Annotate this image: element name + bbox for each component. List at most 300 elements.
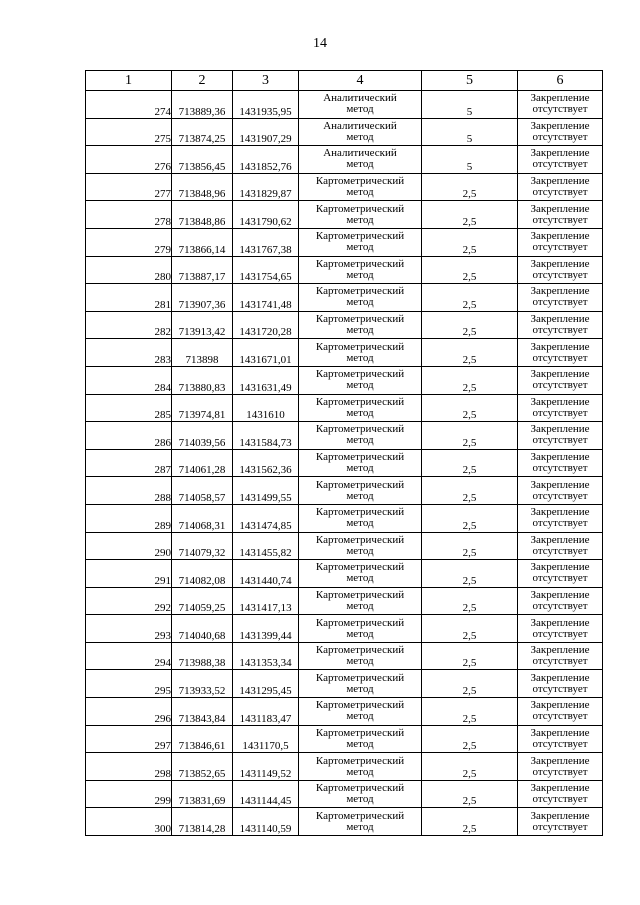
table-row (86, 477, 603, 505)
table-row (86, 532, 603, 560)
table-row (86, 587, 603, 615)
point-number-cell: 286 (86, 422, 172, 450)
method-cell (299, 173, 422, 201)
table-row (86, 311, 603, 339)
table-row (86, 394, 603, 422)
table-row (86, 366, 603, 394)
fixing-line-1: Закрепление (530, 726, 590, 739)
x-coordinate-cell: 713898 (172, 339, 233, 367)
x-coordinate-cell: 713933,52 (172, 670, 233, 698)
y-coordinate-cell: 1431584,73 (233, 422, 299, 450)
point-number-cell: 278 (86, 201, 172, 229)
fixing-cell (518, 642, 603, 670)
x-coordinate-cell: 713887,17 (172, 256, 233, 284)
method-line-2: метод (346, 820, 374, 833)
x-coordinate-cell: 713843,84 (172, 698, 233, 726)
y-coordinate-cell: 1431720,28 (233, 311, 299, 339)
method-cell (299, 504, 422, 532)
accuracy-cell: 2,5 (422, 753, 518, 781)
table-header-row (86, 71, 603, 91)
table-row (86, 449, 603, 477)
x-coordinate-cell: 713831,69 (172, 780, 233, 808)
y-coordinate-cell: 1431295,45 (233, 670, 299, 698)
fixing-line-2: отсутствует (532, 793, 588, 806)
method-line-1: Картометрический (315, 202, 405, 215)
fixing-line-1: Закрепление (530, 257, 590, 270)
x-coordinate-cell: 714079,32 (172, 532, 233, 560)
table-row (86, 284, 603, 312)
fixing-cell (518, 449, 603, 477)
x-coordinate-cell: 713856,45 (172, 146, 233, 174)
x-coordinate-cell: 713913,42 (172, 311, 233, 339)
method-line-1: Картометрический (315, 368, 405, 381)
method-cell (299, 256, 422, 284)
method-line-2: метод (346, 406, 374, 419)
method-line-2: метод (346, 682, 374, 695)
fixing-cell (518, 173, 603, 201)
point-number-cell: 298 (86, 753, 172, 781)
accuracy-cell: 5 (422, 118, 518, 146)
fixing-line-2: отсутствует (532, 599, 588, 612)
fixing-cell (518, 780, 603, 808)
method-line-2: метод (346, 462, 374, 475)
fixing-line-2: отсутствует (532, 324, 588, 337)
accuracy-cell: 2,5 (422, 808, 518, 836)
fixing-cell (518, 256, 603, 284)
point-number-cell: 299 (86, 780, 172, 808)
y-coordinate-cell: 1431610 (233, 394, 299, 422)
y-coordinate-cell: 1431852,76 (233, 146, 299, 174)
table-row (86, 808, 603, 836)
x-coordinate-cell: 714082,08 (172, 560, 233, 588)
method-cell (299, 422, 422, 450)
method-line-1: Картометрический (315, 533, 405, 546)
point-number-cell: 277 (86, 173, 172, 201)
table-row (86, 780, 603, 808)
method-line-2: метод (346, 296, 374, 309)
method-cell (299, 642, 422, 670)
method-cell (299, 808, 422, 836)
y-coordinate-cell: 1431499,55 (233, 477, 299, 505)
accuracy-cell: 2,5 (422, 780, 518, 808)
method-line-2: метод (346, 710, 374, 723)
fixing-cell (518, 284, 603, 312)
x-coordinate-cell: 713880,83 (172, 366, 233, 394)
y-coordinate-cell: 1431790,62 (233, 201, 299, 229)
fixing-line-1: Закрепление (530, 340, 590, 353)
fixing-line-1: Закрепление (530, 644, 590, 657)
table-row (86, 146, 603, 174)
method-line-1: Картометрический (315, 395, 405, 408)
accuracy-cell: 2,5 (422, 339, 518, 367)
point-number-cell: 285 (86, 394, 172, 422)
method-cell (299, 698, 422, 726)
fixing-cell (518, 118, 603, 146)
fixing-line-2: отсутствует (532, 627, 588, 640)
y-coordinate-cell: 1431144,45 (233, 780, 299, 808)
table-row (86, 753, 603, 781)
fixing-line-1: Закрепление (530, 671, 590, 684)
fixing-line-2: отсутствует (532, 268, 588, 281)
method-cell (299, 477, 422, 505)
method-cell (299, 228, 422, 256)
method-line-2: метод (346, 793, 374, 806)
method-line-2: метод (346, 489, 374, 502)
fixing-line-1: Закрепление (530, 782, 590, 795)
table-row (86, 504, 603, 532)
y-coordinate-cell: 1431170,5 (233, 725, 299, 753)
fixing-line-1: Закрепление (530, 175, 590, 188)
table-body (86, 91, 603, 836)
fixing-cell (518, 587, 603, 615)
y-coordinate-cell: 1431149,52 (233, 753, 299, 781)
method-line-2: метод (346, 186, 374, 199)
point-number-cell: 293 (86, 615, 172, 643)
table-row (86, 670, 603, 698)
fixing-line-2: отсутствует (532, 544, 588, 557)
method-line-2: метод (346, 268, 374, 281)
fixing-line-2: отсутствует (532, 351, 588, 364)
method-line-2: метод (346, 213, 374, 226)
accuracy-cell: 2,5 (422, 449, 518, 477)
fixing-cell (518, 504, 603, 532)
y-coordinate-cell: 1431741,48 (233, 284, 299, 312)
fixing-cell (518, 753, 603, 781)
method-cell (299, 670, 422, 698)
method-line-2: метод (346, 765, 374, 778)
point-number-cell: 282 (86, 311, 172, 339)
method-cell (299, 780, 422, 808)
method-cell (299, 725, 422, 753)
fixing-line-1: Закрепление (530, 616, 590, 629)
table-row (86, 118, 603, 146)
accuracy-cell: 2,5 (422, 560, 518, 588)
fixing-line-1: Закрепление (530, 202, 590, 215)
table-row (86, 725, 603, 753)
accuracy-cell: 2,5 (422, 698, 518, 726)
method-line-1: Картометрический (315, 285, 405, 298)
y-coordinate-cell: 1431754,65 (233, 256, 299, 284)
table-row (86, 698, 603, 726)
method-line-1: Картометрический (315, 451, 405, 464)
fixing-line-1: Закрепление (530, 230, 590, 243)
method-line-1: Картометрический (315, 506, 405, 519)
fixing-line-2: отсутствует (532, 379, 588, 392)
fixing-cell (518, 366, 603, 394)
y-coordinate-cell: 1431440,74 (233, 560, 299, 588)
x-coordinate-cell: 714040,68 (172, 615, 233, 643)
point-number-cell: 289 (86, 504, 172, 532)
fixing-line-1: Закрепление (530, 699, 590, 712)
fixing-cell (518, 201, 603, 229)
fixing-line-1: Закрепление (530, 809, 590, 822)
y-coordinate-cell: 1431399,44 (233, 615, 299, 643)
fixing-line-2: отсутствует (532, 462, 588, 475)
fixing-line-1: Закрепление (530, 423, 590, 436)
table-row (86, 339, 603, 367)
method-cell (299, 449, 422, 477)
x-coordinate-cell: 714058,57 (172, 477, 233, 505)
fixing-line-1: Закрепление (530, 285, 590, 298)
fixing-line-2: отсутствует (532, 710, 588, 723)
method-line-1: Картометрический (315, 478, 405, 491)
method-cell (299, 118, 422, 146)
point-number-cell: 281 (86, 284, 172, 312)
method-line-1: Картометрический (315, 809, 405, 822)
column-header-fixing: 6 (518, 71, 603, 91)
accuracy-cell: 2,5 (422, 477, 518, 505)
method-line-1: Картометрический (315, 782, 405, 795)
fixing-line-2: отсутствует (532, 241, 588, 254)
y-coordinate-cell: 1431183,47 (233, 698, 299, 726)
column-header-x: 2 (172, 71, 233, 91)
method-line-1: Картометрический (315, 699, 405, 712)
accuracy-cell: 2,5 (422, 670, 518, 698)
fixing-line-2: отсутствует (532, 517, 588, 530)
point-number-cell: 288 (86, 477, 172, 505)
accuracy-cell: 2,5 (422, 311, 518, 339)
fixing-line-1: Закрепление (530, 561, 590, 574)
accuracy-cell: 2,5 (422, 504, 518, 532)
method-cell (299, 366, 422, 394)
method-line-2: метод (346, 627, 374, 640)
method-line-2: метод (346, 379, 374, 392)
table-row (86, 615, 603, 643)
method-line-1: Картометрический (315, 257, 405, 270)
method-line-1: Картометрический (315, 230, 405, 243)
fixing-line-1: Закрепление (530, 119, 590, 132)
accuracy-cell: 5 (422, 91, 518, 119)
accuracy-cell: 2,5 (422, 394, 518, 422)
table-row (86, 201, 603, 229)
fixing-line-2: отсутствует (532, 213, 588, 226)
x-coordinate-cell: 713889,36 (172, 91, 233, 119)
point-number-cell: 279 (86, 228, 172, 256)
x-coordinate-cell: 713988,38 (172, 642, 233, 670)
method-cell (299, 91, 422, 119)
table-row (86, 91, 603, 119)
method-line-1: Картометрический (315, 644, 405, 657)
fixing-line-2: отсутствует (532, 186, 588, 199)
fixing-cell (518, 91, 603, 119)
fixing-line-1: Закрепление (530, 506, 590, 519)
method-cell (299, 532, 422, 560)
fixing-line-2: отсутствует (532, 572, 588, 585)
fixing-cell (518, 228, 603, 256)
fixing-cell (518, 670, 603, 698)
fixing-cell (518, 725, 603, 753)
column-header-method: 4 (299, 71, 422, 91)
method-line-1: Картометрический (315, 313, 405, 326)
point-number-cell: 300 (86, 808, 172, 836)
point-number-cell: 275 (86, 118, 172, 146)
method-line-1: Картометрический (315, 671, 405, 684)
y-coordinate-cell: 1431631,49 (233, 366, 299, 394)
point-number-cell: 292 (86, 587, 172, 615)
x-coordinate-cell: 713907,36 (172, 284, 233, 312)
fixing-line-2: отсутствует (532, 737, 588, 750)
accuracy-cell: 2,5 (422, 284, 518, 312)
accuracy-cell: 2,5 (422, 615, 518, 643)
method-cell (299, 339, 422, 367)
y-coordinate-cell: 1431353,34 (233, 642, 299, 670)
coordinates-table (85, 70, 603, 836)
table-row (86, 560, 603, 588)
method-line-2: метод (346, 241, 374, 254)
fixing-line-1: Закрепление (530, 368, 590, 381)
y-coordinate-cell: 1431907,29 (233, 118, 299, 146)
method-line-1: Картометрический (315, 616, 405, 629)
point-number-cell: 280 (86, 256, 172, 284)
accuracy-cell: 2,5 (422, 366, 518, 394)
x-coordinate-cell: 714068,31 (172, 504, 233, 532)
fixing-cell (518, 808, 603, 836)
method-line-1: Аналитический (323, 92, 397, 105)
method-cell (299, 587, 422, 615)
method-cell (299, 394, 422, 422)
fixing-cell (518, 146, 603, 174)
fixing-cell (518, 615, 603, 643)
fixing-line-1: Закрепление (530, 533, 590, 546)
point-number-cell: 296 (86, 698, 172, 726)
fixing-cell (518, 560, 603, 588)
accuracy-cell: 2,5 (422, 725, 518, 753)
y-coordinate-cell: 1431767,38 (233, 228, 299, 256)
method-cell (299, 560, 422, 588)
fixing-line-2: отсутствует (532, 406, 588, 419)
fixing-line-2: отсутствует (532, 130, 588, 143)
method-line-1: Картометрический (315, 754, 405, 767)
y-coordinate-cell: 1431935,95 (233, 91, 299, 119)
x-coordinate-cell: 713846,61 (172, 725, 233, 753)
point-number-cell: 284 (86, 366, 172, 394)
accuracy-cell: 5 (422, 146, 518, 174)
method-line-2: метод (346, 158, 374, 171)
fixing-line-2: отсутствует (532, 103, 588, 116)
fixing-line-1: Закрепление (530, 92, 590, 105)
x-coordinate-cell: 714059,25 (172, 587, 233, 615)
table-row (86, 228, 603, 256)
accuracy-cell: 2,5 (422, 201, 518, 229)
method-line-2: метод (346, 103, 374, 116)
y-coordinate-cell: 1431455,82 (233, 532, 299, 560)
point-number-cell: 290 (86, 532, 172, 560)
fixing-line-1: Закрепление (530, 313, 590, 326)
method-line-1: Картометрический (315, 423, 405, 436)
method-line-1: Картометрический (315, 340, 405, 353)
point-number-cell: 287 (86, 449, 172, 477)
fixing-line-1: Закрепление (530, 395, 590, 408)
method-line-2: метод (346, 351, 374, 364)
point-number-cell: 274 (86, 91, 172, 119)
accuracy-cell: 2,5 (422, 587, 518, 615)
fixing-line-2: отсутствует (532, 765, 588, 778)
method-cell (299, 284, 422, 312)
accuracy-cell: 2,5 (422, 228, 518, 256)
point-number-cell: 297 (86, 725, 172, 753)
method-line-2: метод (346, 130, 374, 143)
fixing-cell (518, 394, 603, 422)
fixing-line-1: Закрепление (530, 478, 590, 491)
column-header-accuracy: 5 (422, 71, 518, 91)
method-line-2: метод (346, 434, 374, 447)
method-line-2: метод (346, 655, 374, 668)
method-line-2: метод (346, 324, 374, 337)
column-header-y: 3 (233, 71, 299, 91)
y-coordinate-cell: 1431829,87 (233, 173, 299, 201)
fixing-cell (518, 339, 603, 367)
fixing-line-2: отсутствует (532, 158, 588, 171)
method-cell (299, 146, 422, 174)
x-coordinate-cell: 714039,56 (172, 422, 233, 450)
y-coordinate-cell: 1431562,36 (233, 449, 299, 477)
method-cell (299, 615, 422, 643)
x-coordinate-cell: 713814,28 (172, 808, 233, 836)
x-coordinate-cell: 713974,81 (172, 394, 233, 422)
table-row (86, 422, 603, 450)
method-line-1: Картометрический (315, 726, 405, 739)
x-coordinate-cell: 713852,65 (172, 753, 233, 781)
accuracy-cell: 2,5 (422, 256, 518, 284)
fixing-line-1: Закрепление (530, 451, 590, 464)
accuracy-cell: 2,5 (422, 532, 518, 560)
x-coordinate-cell: 713848,96 (172, 173, 233, 201)
point-number-cell: 283 (86, 339, 172, 367)
y-coordinate-cell: 1431671,01 (233, 339, 299, 367)
method-cell (299, 201, 422, 229)
point-number-cell: 294 (86, 642, 172, 670)
x-coordinate-cell: 714061,28 (172, 449, 233, 477)
method-line-1: Картометрический (315, 561, 405, 574)
fixing-line-2: отсутствует (532, 434, 588, 447)
fixing-line-2: отсутствует (532, 682, 588, 695)
fixing-cell (518, 532, 603, 560)
accuracy-cell: 2,5 (422, 422, 518, 450)
x-coordinate-cell: 713866,14 (172, 228, 233, 256)
method-cell (299, 311, 422, 339)
method-line-1: Аналитический (323, 119, 397, 132)
column-header-point-number: 1 (86, 71, 172, 91)
fixing-cell (518, 477, 603, 505)
fixing-cell (518, 698, 603, 726)
fixing-line-2: отсутствует (532, 655, 588, 668)
fixing-line-1: Закрепление (530, 147, 590, 160)
table-row (86, 642, 603, 670)
accuracy-cell: 2,5 (422, 173, 518, 201)
y-coordinate-cell: 1431140,59 (233, 808, 299, 836)
accuracy-cell: 2,5 (422, 642, 518, 670)
method-line-2: метод (346, 599, 374, 612)
point-number-cell: 291 (86, 560, 172, 588)
fixing-cell (518, 422, 603, 450)
fixing-line-2: отсутствует (532, 296, 588, 309)
method-cell (299, 753, 422, 781)
y-coordinate-cell: 1431417,13 (233, 587, 299, 615)
fixing-line-2: отсутствует (532, 489, 588, 502)
method-line-2: метод (346, 572, 374, 585)
fixing-line-1: Закрепление (530, 754, 590, 767)
method-line-2: метод (346, 517, 374, 530)
y-coordinate-cell: 1431474,85 (233, 504, 299, 532)
method-line-1: Картометрический (315, 175, 405, 188)
x-coordinate-cell: 713874,25 (172, 118, 233, 146)
method-line-2: метод (346, 737, 374, 750)
fixing-line-1: Закрепление (530, 588, 590, 601)
fixing-cell (518, 311, 603, 339)
fixing-line-2: отсутствует (532, 820, 588, 833)
point-number-cell: 295 (86, 670, 172, 698)
method-line-1: Аналитический (323, 147, 397, 160)
